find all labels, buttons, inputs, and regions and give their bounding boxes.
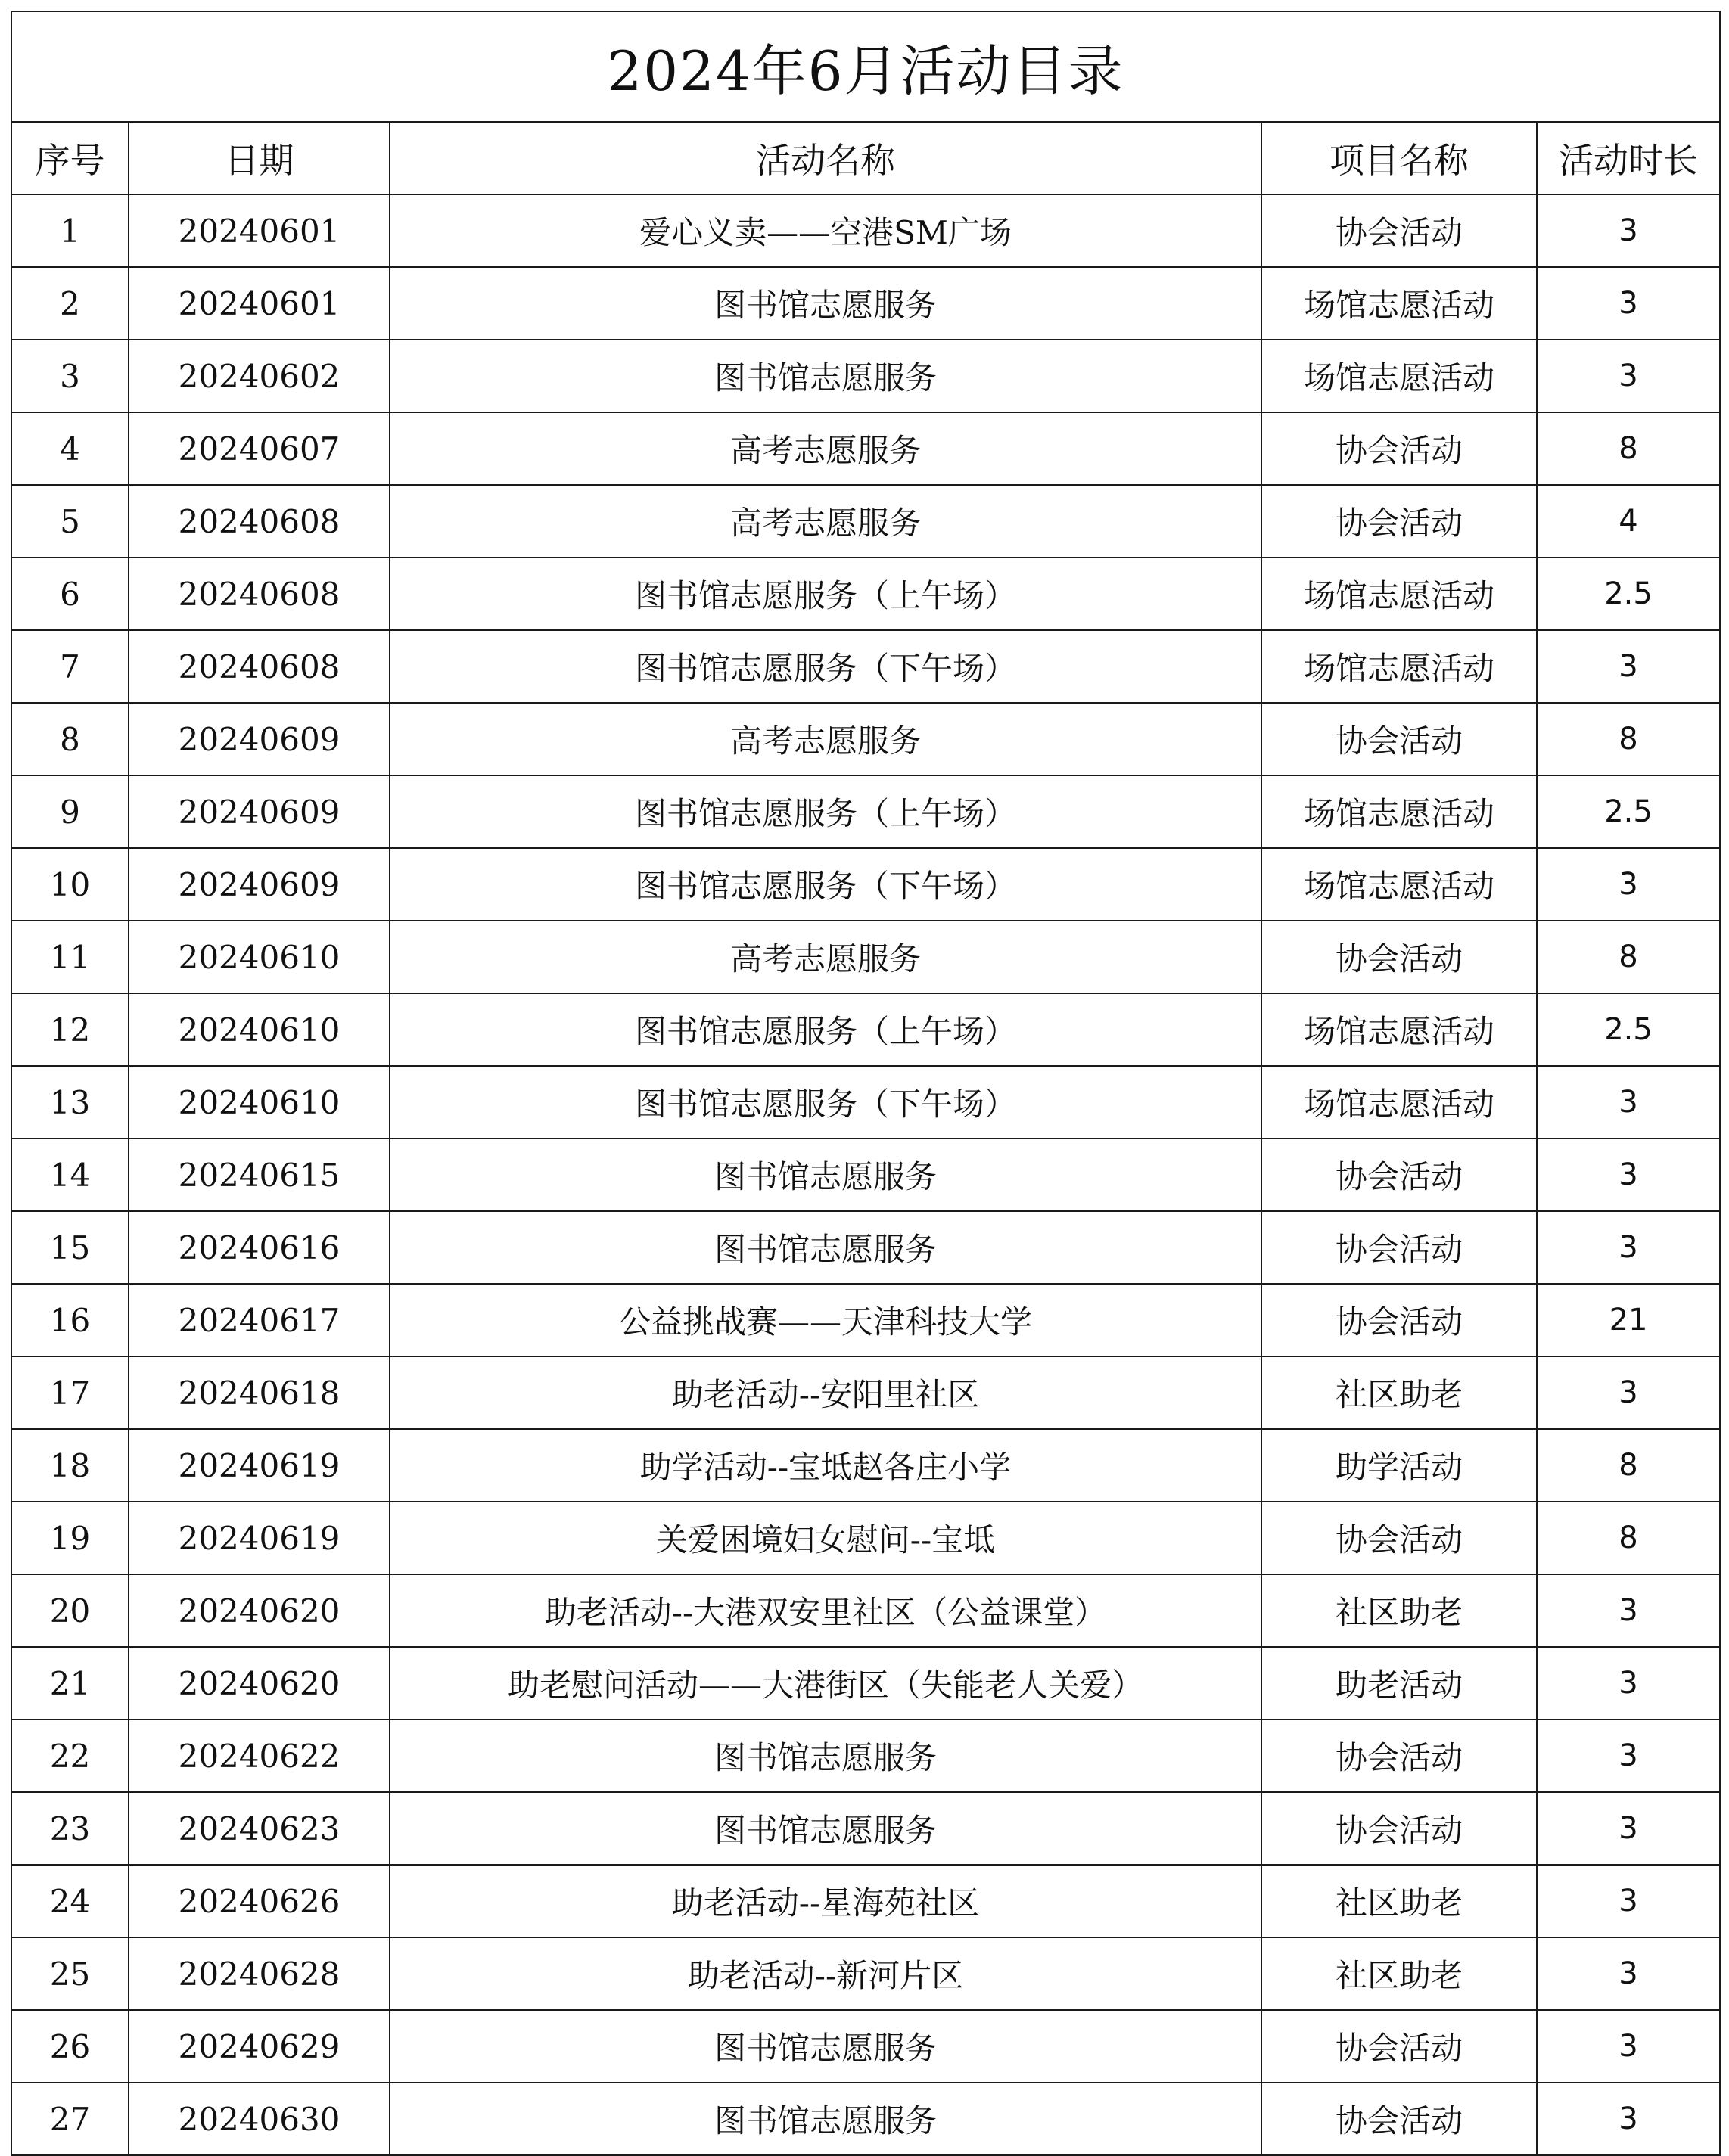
cell-hours: 3: [1537, 848, 1720, 921]
cell-project: 助老活动: [1261, 1647, 1537, 1720]
header-hours: 活动时长: [1537, 122, 1720, 194]
cell-activity: 高考志愿服务: [390, 921, 1261, 993]
cell-activity: 助老慰问活动——大港街区（失能老人关爱）: [390, 1647, 1261, 1720]
cell-hours: 3: [1537, 1066, 1720, 1139]
table-row: [11, 1720, 1720, 1792]
table-body: [11, 194, 1720, 2155]
title-row: [11, 11, 1720, 122]
cell-date: 20240630: [129, 2083, 390, 2155]
cell-activity: 公益挑战赛——天津科技大学: [390, 1284, 1261, 1356]
cell-index: 19: [11, 1502, 129, 1574]
cell-date: 20240622: [129, 1720, 390, 1792]
header-date: 日期: [129, 122, 390, 194]
cell-date: 20240601: [129, 267, 390, 340]
table-row: [11, 775, 1720, 848]
cell-index: 10: [11, 848, 129, 921]
table-row: [11, 1356, 1720, 1429]
cell-activity: 助老活动--安阳里社区: [390, 1356, 1261, 1429]
cell-project: 协会活动: [1261, 1792, 1537, 1865]
cell-activity: 图书馆志愿服务（上午场）: [390, 993, 1261, 1066]
cell-date: 20240601: [129, 194, 390, 267]
cell-project: 协会活动: [1261, 703, 1537, 775]
table-row: [11, 194, 1720, 267]
cell-index: 23: [11, 1792, 129, 1865]
cell-date: 20240608: [129, 485, 390, 558]
cell-index: 17: [11, 1356, 129, 1429]
cell-project: 协会活动: [1261, 412, 1537, 485]
cell-index: 1: [11, 194, 129, 267]
cell-index: 14: [11, 1139, 129, 1211]
table-row: [11, 1502, 1720, 1574]
cell-hours: 3: [1537, 2083, 1720, 2155]
cell-hours: 2.5: [1537, 775, 1720, 848]
cell-index: 21: [11, 1647, 129, 1720]
cell-project: 协会活动: [1261, 2083, 1537, 2155]
table-row: [11, 340, 1720, 412]
cell-activity: 助老活动--大港双安里社区（公益课堂）: [390, 1574, 1261, 1647]
cell-date: 20240608: [129, 630, 390, 703]
header-index: 序号: [11, 122, 129, 194]
table-row: [11, 485, 1720, 558]
cell-date: 20240615: [129, 1139, 390, 1211]
cell-project: 场馆志愿活动: [1261, 267, 1537, 340]
cell-index: 9: [11, 775, 129, 848]
cell-date: 20240609: [129, 703, 390, 775]
table-row: [11, 1066, 1720, 1139]
cell-project: 协会活动: [1261, 1502, 1537, 1574]
cell-index: 16: [11, 1284, 129, 1356]
cell-project: 场馆志愿活动: [1261, 848, 1537, 921]
cell-date: 20240619: [129, 1429, 390, 1502]
cell-hours: 3: [1537, 1865, 1720, 1937]
cell-activity: 图书馆志愿服务: [390, 340, 1261, 412]
cell-index: 3: [11, 340, 129, 412]
cell-hours: 3: [1537, 1937, 1720, 2010]
cell-index: 5: [11, 485, 129, 558]
cell-project: 社区助老: [1261, 1865, 1537, 1937]
cell-index: 13: [11, 1066, 129, 1139]
cell-project: 场馆志愿活动: [1261, 630, 1537, 703]
cell-hours: 3: [1537, 630, 1720, 703]
cell-date: 20240602: [129, 340, 390, 412]
cell-hours: 8: [1537, 703, 1720, 775]
cell-project: 场馆志愿活动: [1261, 775, 1537, 848]
cell-index: 20: [11, 1574, 129, 1647]
activity-table: [11, 11, 1721, 2156]
cell-project: 协会活动: [1261, 485, 1537, 558]
cell-project: 协会活动: [1261, 1720, 1537, 1792]
cell-activity: 图书馆志愿服务（下午场）: [390, 1066, 1261, 1139]
cell-hours: 2.5: [1537, 993, 1720, 1066]
cell-index: 18: [11, 1429, 129, 1502]
cell-date: 20240610: [129, 1066, 390, 1139]
cell-date: 20240607: [129, 412, 390, 485]
cell-project: 协会活动: [1261, 1284, 1537, 1356]
cell-hours: 3: [1537, 194, 1720, 267]
cell-hours: 3: [1537, 267, 1720, 340]
cell-hours: 21: [1537, 1284, 1720, 1356]
cell-activity: 图书馆志愿服务（上午场）: [390, 775, 1261, 848]
table-row: [11, 1937, 1720, 2010]
table-row: [11, 1865, 1720, 1937]
cell-activity: 图书馆志愿服务: [390, 1720, 1261, 1792]
cell-activity: 图书馆志愿服务（下午场）: [390, 848, 1261, 921]
cell-hours: 3: [1537, 1574, 1720, 1647]
cell-project: 协会活动: [1261, 2010, 1537, 2083]
header-row: [11, 122, 1720, 194]
cell-index: 26: [11, 2010, 129, 2083]
header-project: 项目名称: [1261, 122, 1537, 194]
cell-hours: 3: [1537, 2010, 1720, 2083]
table-row: [11, 412, 1720, 485]
table-row: [11, 630, 1720, 703]
cell-hours: 8: [1537, 921, 1720, 993]
cell-activity: 图书馆志愿服务: [390, 1792, 1261, 1865]
table-row: [11, 1284, 1720, 1356]
table-row: [11, 1211, 1720, 1284]
table-row: [11, 993, 1720, 1066]
cell-project: 场馆志愿活动: [1261, 993, 1537, 1066]
cell-index: 6: [11, 558, 129, 630]
cell-date: 20240620: [129, 1574, 390, 1647]
cell-date: 20240619: [129, 1502, 390, 1574]
cell-index: 4: [11, 412, 129, 485]
cell-index: 7: [11, 630, 129, 703]
header-activity: 活动名称: [390, 122, 1261, 194]
table-row: [11, 2083, 1720, 2155]
cell-hours: 3: [1537, 1356, 1720, 1429]
table-row: [11, 921, 1720, 993]
cell-index: 24: [11, 1865, 129, 1937]
cell-hours: 3: [1537, 1211, 1720, 1284]
cell-index: 12: [11, 993, 129, 1066]
cell-project: 场馆志愿活动: [1261, 1066, 1537, 1139]
cell-index: 27: [11, 2083, 129, 2155]
cell-date: 20240610: [129, 921, 390, 993]
cell-activity: 助老活动--星海苑社区: [390, 1865, 1261, 1937]
cell-activity: 图书馆志愿服务: [390, 2010, 1261, 2083]
cell-activity: 关爱困境妇女慰问--宝坻: [390, 1502, 1261, 1574]
cell-project: 协会活动: [1261, 194, 1537, 267]
cell-hours: 3: [1537, 1139, 1720, 1211]
page-title: 2024年6月活动目录: [11, 11, 1720, 122]
cell-activity: 高考志愿服务: [390, 412, 1261, 485]
cell-date: 20240628: [129, 1937, 390, 2010]
table-row: [11, 1139, 1720, 1211]
table-row: [11, 1647, 1720, 1720]
cell-date: 20240608: [129, 558, 390, 630]
cell-hours: 3: [1537, 1792, 1720, 1865]
cell-activity: 高考志愿服务: [390, 485, 1261, 558]
cell-activity: 图书馆志愿服务（上午场）: [390, 558, 1261, 630]
cell-project: 协会活动: [1261, 1139, 1537, 1211]
cell-activity: 助学活动--宝坻赵各庄小学: [390, 1429, 1261, 1502]
cell-activity: 图书馆志愿服务: [390, 1139, 1261, 1211]
cell-activity: 助老活动--新河片区: [390, 1937, 1261, 2010]
cell-hours: 3: [1537, 340, 1720, 412]
cell-index: 2: [11, 267, 129, 340]
table-row: [11, 2010, 1720, 2083]
table-row: [11, 1574, 1720, 1647]
cell-hours: 3: [1537, 1647, 1720, 1720]
cell-date: 20240620: [129, 1647, 390, 1720]
cell-date: 20240618: [129, 1356, 390, 1429]
cell-project: 场馆志愿活动: [1261, 558, 1537, 630]
cell-project: 场馆志愿活动: [1261, 340, 1537, 412]
table-row: [11, 558, 1720, 630]
cell-hours: 4: [1537, 485, 1720, 558]
table-row: [11, 848, 1720, 921]
table-row: [11, 267, 1720, 340]
table-row: [11, 1429, 1720, 1502]
table-row: [11, 703, 1720, 775]
cell-activity: 图书馆志愿服务: [390, 2083, 1261, 2155]
cell-date: 20240609: [129, 775, 390, 848]
cell-index: 22: [11, 1720, 129, 1792]
cell-index: 15: [11, 1211, 129, 1284]
cell-date: 20240629: [129, 2010, 390, 2083]
cell-date: 20240626: [129, 1865, 390, 1937]
cell-project: 协会活动: [1261, 921, 1537, 993]
cell-index: 11: [11, 921, 129, 993]
cell-hours: 2.5: [1537, 558, 1720, 630]
cell-project: 助学活动: [1261, 1429, 1537, 1502]
cell-activity: 图书馆志愿服务（下午场）: [390, 630, 1261, 703]
cell-hours: 3: [1537, 1720, 1720, 1792]
cell-activity: 图书馆志愿服务: [390, 1211, 1261, 1284]
cell-project: 社区助老: [1261, 1937, 1537, 2010]
cell-index: 8: [11, 703, 129, 775]
cell-project: 社区助老: [1261, 1356, 1537, 1429]
cell-activity: 爱心义卖——空港SM广场: [390, 194, 1261, 267]
table-row: [11, 1792, 1720, 1865]
cell-date: 20240609: [129, 848, 390, 921]
cell-activity: 图书馆志愿服务: [390, 267, 1261, 340]
cell-activity: 高考志愿服务: [390, 703, 1261, 775]
cell-date: 20240610: [129, 993, 390, 1066]
cell-index: 25: [11, 1937, 129, 2010]
cell-date: 20240623: [129, 1792, 390, 1865]
cell-date: 20240616: [129, 1211, 390, 1284]
cell-project: 社区助老: [1261, 1574, 1537, 1647]
cell-hours: 8: [1537, 1502, 1720, 1574]
cell-project: 协会活动: [1261, 1211, 1537, 1284]
cell-date: 20240617: [129, 1284, 390, 1356]
cell-hours: 8: [1537, 1429, 1720, 1502]
cell-hours: 8: [1537, 412, 1720, 485]
